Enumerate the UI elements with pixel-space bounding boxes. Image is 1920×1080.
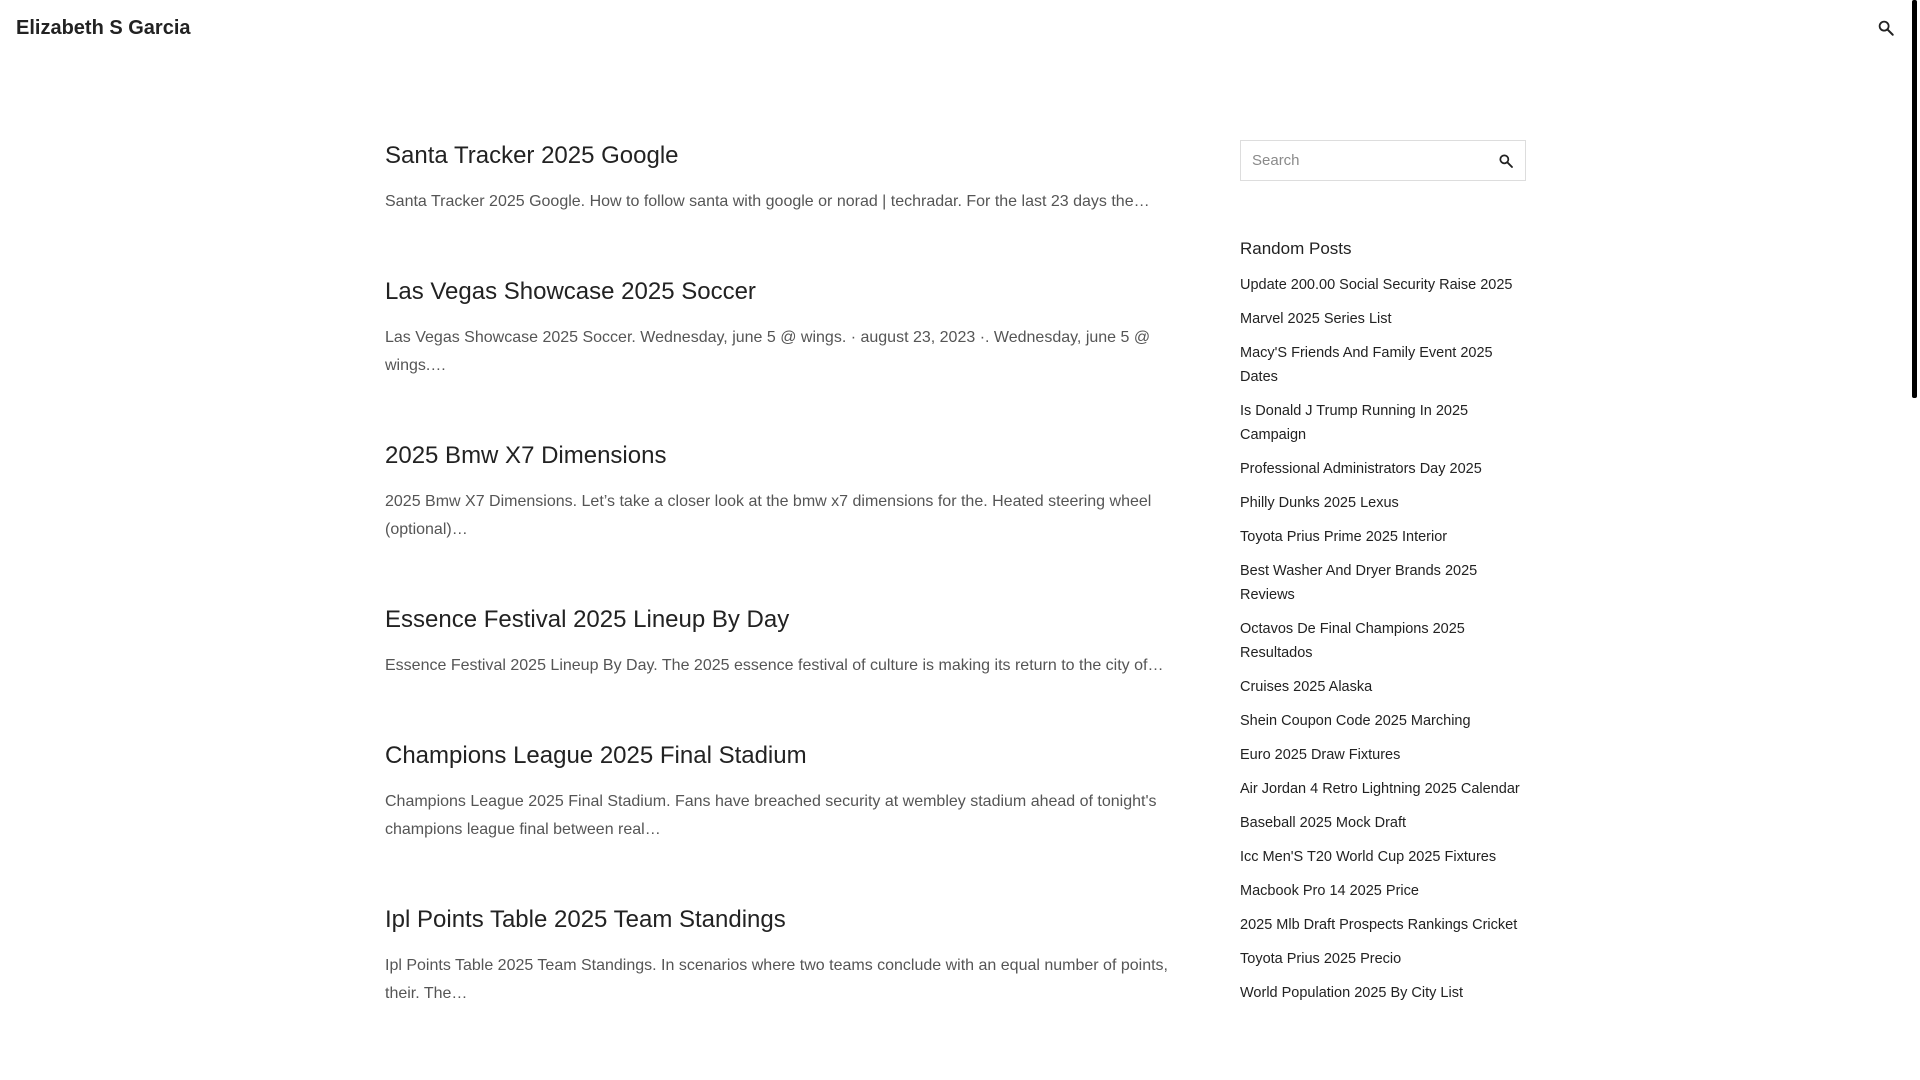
list-item: [1240, 675, 1526, 699]
post-excerpt: Essence Festival 2025 Lineup By Day. The 2025 essence festival of culture is making its return to the city of…: [385, 657, 1164, 674]
random-post-link[interactable]: Philly Dunks 2025 Lexus: [1240, 495, 1399, 511]
random-posts-title: Random Posts: [1240, 239, 1352, 258]
random-post-link[interactable]: Toyota Prius 2025 Precio: [1240, 951, 1402, 967]
random-post-link[interactable]: Icc Men'S T20 World Cup 2025 Fixtures: [1240, 849, 1497, 865]
post-excerpt: Santa Tracker 2025 Google. How to follow santa with google or norad | techradar. For the last 23 days the…: [385, 193, 1150, 210]
post-excerpt: 2025 Bmw X7 Dimensions. Let’s take a closer look at the bmw x7 dimensions for the. Heated steering wheel (optional)…: [385, 493, 1152, 538]
list-item: [1240, 273, 1526, 297]
random-post-link[interactable]: Best Washer And Dryer Brands 2025 Reviews: [1240, 563, 1478, 603]
random-post-link[interactable]: Is Donald J Trump Running In 2025 Campaign: [1240, 403, 1469, 443]
post-item: [385, 438, 1205, 544]
list-item: [1240, 709, 1526, 733]
list-item: [1240, 879, 1526, 903]
sidebar: [1240, 140, 1526, 1015]
random-post-link[interactable]: Baseball 2025 Mock Draft: [1240, 815, 1407, 831]
search-submit-button[interactable]: [1495, 150, 1517, 172]
list-item: [1240, 307, 1526, 331]
list-item: [1240, 617, 1526, 665]
post-excerpt: Champions League 2025 Final Stadium. Fans have breached security at wembley stadium ahead of tonight's champions league final between real…: [385, 793, 1157, 838]
post-title-link[interactable]: Las Vegas Showcase 2025 Soccer: [385, 278, 756, 305]
site-header: [0, 0, 1908, 58]
header-search-button[interactable]: [1874, 16, 1898, 40]
search-icon: [1877, 19, 1895, 37]
list-item: [1240, 525, 1526, 549]
post-item: [385, 602, 1205, 680]
post-excerpt: Ipl Points Table 2025 Team Standings. In scenarios where two teams conclude with an equal number of points, their. The…: [385, 957, 1168, 1002]
post-list: [385, 138, 1205, 1008]
site-title-link[interactable]: Elizabeth S Garcia: [16, 17, 191, 39]
random-post-link[interactable]: Macbook Pro 14 2025 Price: [1240, 883, 1419, 899]
post-item: [385, 274, 1205, 380]
post-title-link[interactable]: Essence Festival 2025 Lineup By Day: [385, 606, 790, 633]
sidebar-search-form: [1240, 140, 1526, 181]
random-post-link[interactable]: Air Jordan 4 Retro Lightning 2025 Calendar: [1240, 781, 1520, 797]
list-item: [1240, 341, 1526, 389]
post-item: [385, 138, 1205, 216]
list-item: [1240, 845, 1526, 869]
list-item: [1240, 947, 1526, 971]
random-post-link[interactable]: Toyota Prius Prime 2025 Interior: [1240, 529, 1448, 545]
list-item: [1240, 981, 1526, 1005]
list-item: [1240, 457, 1526, 481]
random-post-link[interactable]: World Population 2025 By City List: [1240, 985, 1463, 1001]
random-post-link[interactable]: Cruises 2025 Alaska: [1240, 679, 1373, 695]
random-post-link[interactable]: 2025 Mlb Draft Prospects Rankings Cricket: [1240, 917, 1518, 933]
post-title-link[interactable]: Santa Tracker 2025 Google: [385, 142, 679, 169]
search-icon: [1498, 153, 1514, 169]
post-excerpt: Las Vegas Showcase 2025 Soccer. Wednesday, june 5 @ wings. · august 23, 2023 ·. Wednesday, june 5 @ wings.…: [385, 329, 1151, 374]
scrollbar-thumb[interactable]: [1912, 0, 1917, 398]
random-post-link[interactable]: Euro 2025 Draw Fixtures: [1240, 747, 1401, 763]
list-item: [1240, 491, 1526, 515]
random-post-link[interactable]: Marvel 2025 Series List: [1240, 311, 1392, 327]
random-posts-list: [1240, 273, 1526, 1005]
random-post-link[interactable]: Update 200.00 Social Security Raise 2025: [1240, 277, 1513, 293]
search-input[interactable]: [1241, 141, 1481, 180]
post-title-link[interactable]: Ipl Points Table 2025 Team Standings: [385, 906, 786, 933]
post-title-link[interactable]: 2025 Bmw X7 Dimensions: [385, 442, 667, 469]
list-item: [1240, 811, 1526, 835]
list-item: [1240, 399, 1526, 447]
post-title-link[interactable]: Champions League 2025 Final Stadium: [385, 742, 807, 769]
random-post-link[interactable]: Shein Coupon Code 2025 Marching: [1240, 713, 1471, 729]
list-item: [1240, 777, 1526, 801]
list-item: [1240, 913, 1526, 937]
list-item: [1240, 743, 1526, 767]
list-item: [1240, 559, 1526, 607]
random-post-link[interactable]: Octavos De Final Champions 2025 Resultados: [1240, 621, 1465, 661]
random-post-link[interactable]: Professional Administrators Day 2025: [1240, 461, 1482, 477]
random-post-link[interactable]: Macy'S Friends And Family Event 2025 Dates: [1240, 345, 1493, 385]
post-item: [385, 902, 1205, 1008]
post-item: [385, 738, 1205, 844]
